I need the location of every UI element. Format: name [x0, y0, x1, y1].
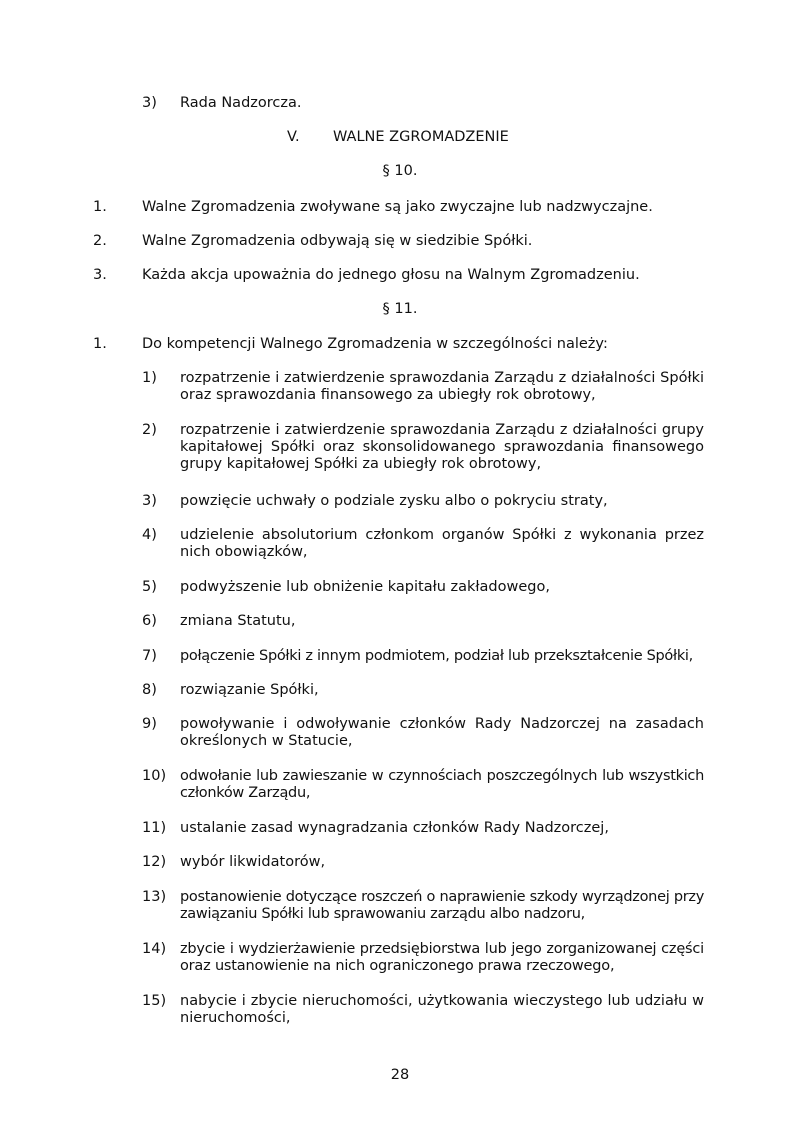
list-number: 8): [142, 682, 157, 698]
list-item-text: rozwiązanie Spółki,: [180, 682, 319, 698]
list-item-text: podwyższenie lub obniżenie kapitału zakładowego,: [180, 579, 550, 595]
point-text: Każda akcja upoważnia do jednego głosu na Walnym Zgromadzeniu.: [142, 267, 640, 283]
list-number: 3): [142, 493, 157, 509]
list-item-text: Rada Nadzorcza.: [180, 95, 302, 111]
chapter-title: WALNE ZGROMADZENIE: [333, 129, 509, 145]
list-item-text: udzielenie absolutorium członkom organów Spółki z wykonania przez nich obowiązków,: [180, 527, 704, 560]
list-item-text: połączenie Spółki z innym podmiotem, podział lub przekształcenie Spółki,: [180, 648, 693, 664]
chapter-number: V.: [287, 129, 300, 145]
list-number: 1): [142, 370, 157, 386]
list-number: 12): [142, 854, 167, 870]
list-item-text: odwołanie lub zawieszanie w czynnościach poszczególnych lub wszystkich członków Zarządu,: [180, 768, 704, 801]
point-number: 1.: [93, 199, 107, 215]
list-item-text: wybór likwidatorów,: [180, 854, 326, 870]
list-number: 3): [142, 95, 157, 111]
list-number: 14): [142, 941, 167, 957]
list-number: 6): [142, 613, 157, 629]
list-number: 7): [142, 648, 157, 664]
list-number: 13): [142, 889, 167, 905]
point-text: Walne Zgromadzenia zwoływane są jako zwyczajne lub nadzwyczajne.: [142, 199, 653, 215]
point-number: 1.: [93, 336, 107, 352]
list-number: 10): [142, 768, 167, 784]
list-number: 5): [142, 579, 157, 595]
page-number: 28: [390, 1067, 410, 1083]
list-item-text: powoływanie i odwoływanie członków Rady Nadzorczej na zasadach określonych w Statucie,: [180, 716, 704, 749]
point-text: Do kompetencji Walnego Zgromadzenia w szczególności należy:: [142, 336, 608, 352]
section-title: § 10.: [382, 163, 418, 179]
list-item-text: powzięcie uchwały o podziale zysku albo o pokryciu straty,: [180, 493, 608, 509]
list-item-text: rozpatrzenie i zatwierdzenie sprawozdania Zarządu z działalności grupy kapitałowej Spółki oraz skonsolidowanego sprawozdania finansowego grupy kapitałowej Spółki za ubiegły rok obrotowy,: [180, 422, 704, 472]
list-number: 2): [142, 422, 157, 438]
list-number: 9): [142, 716, 157, 732]
point-number: 3.: [93, 267, 107, 283]
list-item-text: ustalanie zasad wynagradzania członków Rady Nadzorczej,: [180, 820, 609, 836]
list-number: 11): [142, 820, 167, 836]
section-title: § 11.: [382, 301, 418, 317]
list-item-text: nabycie i zbycie nieruchomości, użytkowania wieczystego lub udziału w nieruchomości,: [180, 993, 704, 1026]
list-item-text: rozpatrzenie i zatwierdzenie sprawozdania Zarządu z działalności Spółki oraz sprawozdania finansowego za ubiegły rok obrotowy,: [180, 370, 704, 403]
list-number: 4): [142, 527, 157, 543]
list-number: 15): [142, 993, 167, 1009]
point-number: 2.: [93, 233, 107, 249]
list-item-text: postanowienie dotyczące roszczeń o naprawienie szkody wyrządzonej przy zawiązaniu Spółki lub sprawowaniu zarządu albo nadzoru,: [180, 889, 704, 922]
list-item-text: zbycie i wydzierżawienie przedsiębiorstwa lub jego zorganizowanej części oraz ustanowienie na nich ograniczonego prawa rzeczowego,: [180, 941, 704, 974]
point-text: Walne Zgromadzenia odbywają się w siedzibie Spółki.: [142, 233, 533, 249]
list-item-text: zmiana Statutu,: [180, 613, 296, 629]
